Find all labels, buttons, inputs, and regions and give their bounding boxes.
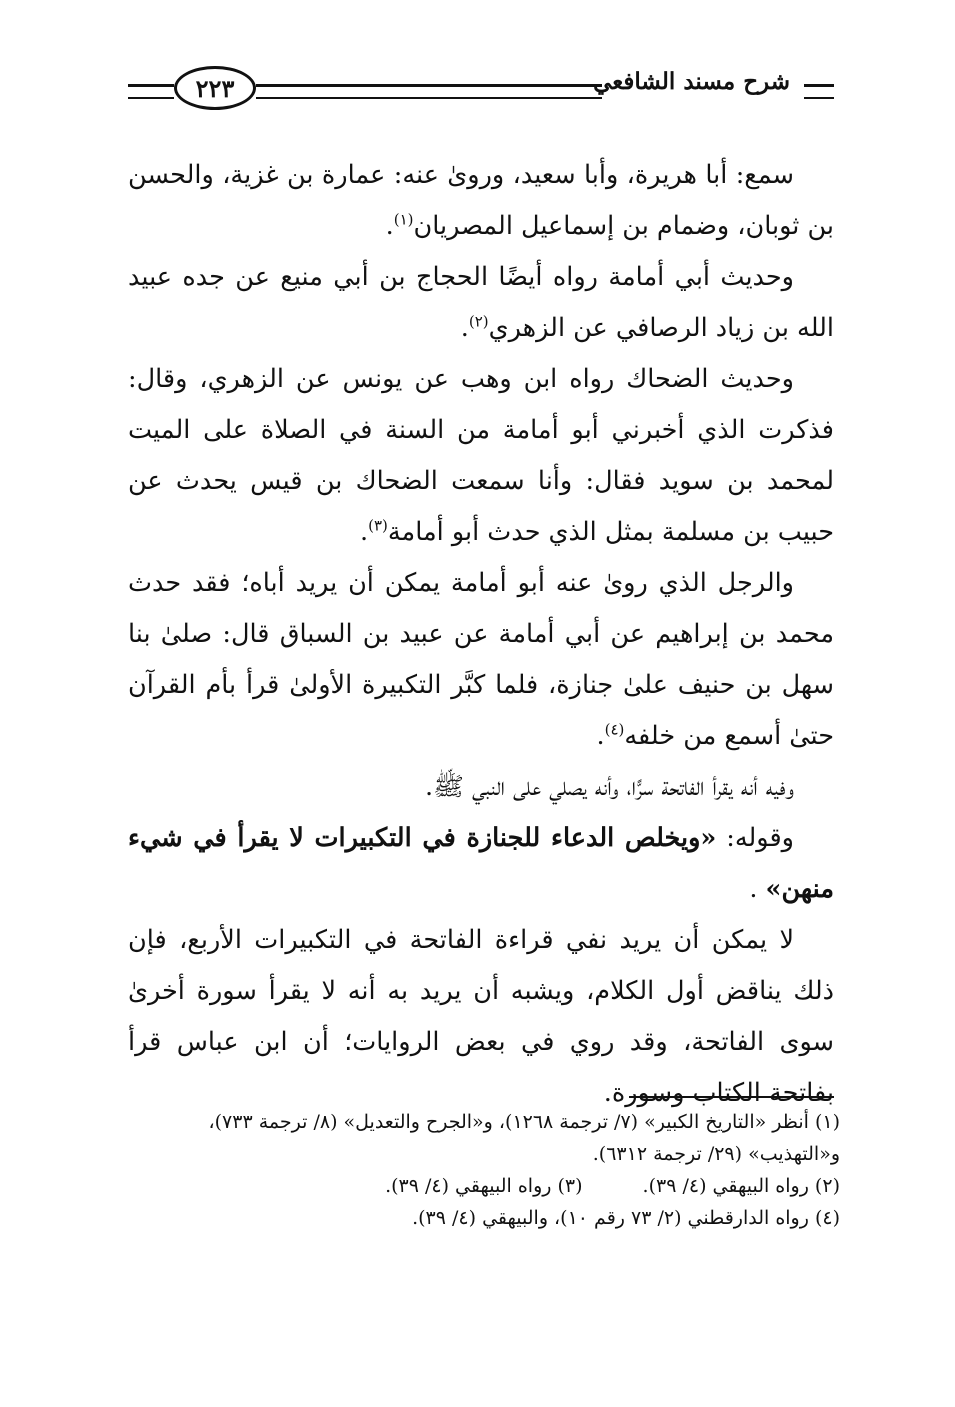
footnotes bbox=[128, 1106, 840, 1234]
footnote-ref-4: (٤) bbox=[604, 720, 625, 739]
footnote-3: (٣) رواه البيهقي (٤/ ٣٩). bbox=[385, 1175, 583, 1197]
paragraph-6-prefix: وقوله: bbox=[716, 823, 794, 853]
book-title: شرح مسند الشافعي bbox=[593, 68, 790, 95]
footnote-1: (١) أنظر «التاريخ الكبير» (٧/ ترجمة ١٢٦٨)، و«الجرح والتعديل» (٨/ ترجمة ٧٣٣)، و«التهذيب» (٢٩/ ترجمة ٦٣١٢). bbox=[208, 1111, 840, 1165]
paragraph-1: سمع: أبا هريرة، وأبا سعيد، وروىٰ عنه: عمارة بن غزية، والحسن بن ثوبان، وضمام بن إسماعيل المصريان$^{(١)}$. bbox=[128, 160, 834, 241]
header-rule-left bbox=[128, 84, 174, 99]
footnote-divider bbox=[629, 1096, 834, 1098]
header-rule-middle bbox=[256, 84, 602, 99]
quoted-text: «ويخلص الدعاء للجنازة في التكبيرات لا يقرأ في شيء منهن» bbox=[128, 823, 834, 904]
paragraph-3-text: وحديث الضحاك رواه ابن وهب عن يونس عن الزهري، وقال: فذكرت الذي أخبرني أبو أمامة من السنة في الصلاة على الميت لمحمد بن سويد فقال: وأنا سمعت الضحاك بن قيس يحدث عن حبيب بن مسلمة بمثل الذي حدث أبو أمامة bbox=[128, 364, 834, 547]
paragraph-7: لا يمكن أن يريد نفي قراءة الفاتحة في التكبيرات الأربع، فإن ذلك يناقض أول الكلام، ويشبه أن يريد به أنه لا يقرأ سورة أخرىٰ سوى الفاتحة، وقد روي في بعض الروايات؛ أن ابن عباس قرأ بفاتحة الكتاب وسورة. bbox=[128, 925, 834, 1108]
paragraph-5: وفيه أنه يقرأ الفاتحة سرًّا، وأنه يصلي على النبي ﷺ. bbox=[424, 772, 794, 802]
header-rule-right bbox=[804, 84, 834, 99]
paragraph-4: والرجل الذي روىٰ عنه أبو أمامة يمكن أن يريد أباه؛ فقد حدث محمد بن إبراهيم عن أبي أمامة عن عبيد بن السباق قال: صلىٰ بنا سهل بن حنيف علىٰ جنازة، فلما كبَّر التكبيرة الأولىٰ قرأ بأم القرآن حتىٰ أسمع من خلفه$^{(٤)}$. bbox=[128, 568, 834, 751]
page-header bbox=[128, 62, 834, 122]
footnote-ref-2: (٢) bbox=[468, 312, 489, 331]
page-number: ٢٢٣ bbox=[174, 66, 256, 110]
footnote-ref-3: (٣) bbox=[368, 516, 388, 535]
footnote-ref-1: (١) bbox=[393, 210, 414, 229]
paragraph-2: وحديث أبي أمامة رواه أيضًا الحجاج بن أبي منيع عن جده عبيد الله بن زياد الرصافي عن الزهري$^{(٢)}$. bbox=[128, 262, 834, 343]
paragraph-6 bbox=[128, 813, 834, 915]
paragraph-6-suffix: . bbox=[749, 874, 766, 904]
paragraph-1-text: سمع: أبا هريرة، وأبا سعيد، وروىٰ عنه: عمارة بن غزية، والحسن بن ثوبان، وضمام بن إسماعيل المصريان bbox=[128, 160, 834, 241]
paragraph-3: وحديث الضحاك رواه ابن وهب عن يونس عن الزهري، وقال: فذكرت الذي أخبرني أبو أمامة من السنة في الصلاة على الميت لمحمد بن سويد فقال: وأنا سمعت الضحاك بن قيس يحدث عن حبيب بن مسلمة بمثل الذي حدث أبو أمامة$^{(٣)}$. bbox=[128, 364, 834, 547]
paragraph-4-text: والرجل الذي روىٰ عنه أبو أمامة يمكن أن يريد أباه؛ فقد حدث محمد بن إبراهيم عن أبي أمامة عن عبيد بن السباق قال: صلىٰ بنا سهل بن حنيف علىٰ جنازة، فلما كبَّر التكبيرة الأولىٰ قرأ بأم القرآن حتىٰ أسمع من خلفه bbox=[128, 568, 834, 751]
main-text bbox=[128, 150, 834, 1119]
footnote-2: (٢) رواه البيهقي (٤/ ٣٩). bbox=[642, 1175, 840, 1197]
footnote-row-2-3 bbox=[128, 1170, 840, 1202]
footnote-4: (٤) رواه الدارقطني (٢/ ٧٣ رقم ١٠)، والبيهقي (٤/ ٣٩). bbox=[412, 1207, 840, 1229]
paragraph-2-text: وحديث أبي أمامة رواه أيضًا الحجاج بن أبي منيع عن جده عبيد الله بن زياد الرصافي عن الزهري bbox=[128, 262, 834, 343]
